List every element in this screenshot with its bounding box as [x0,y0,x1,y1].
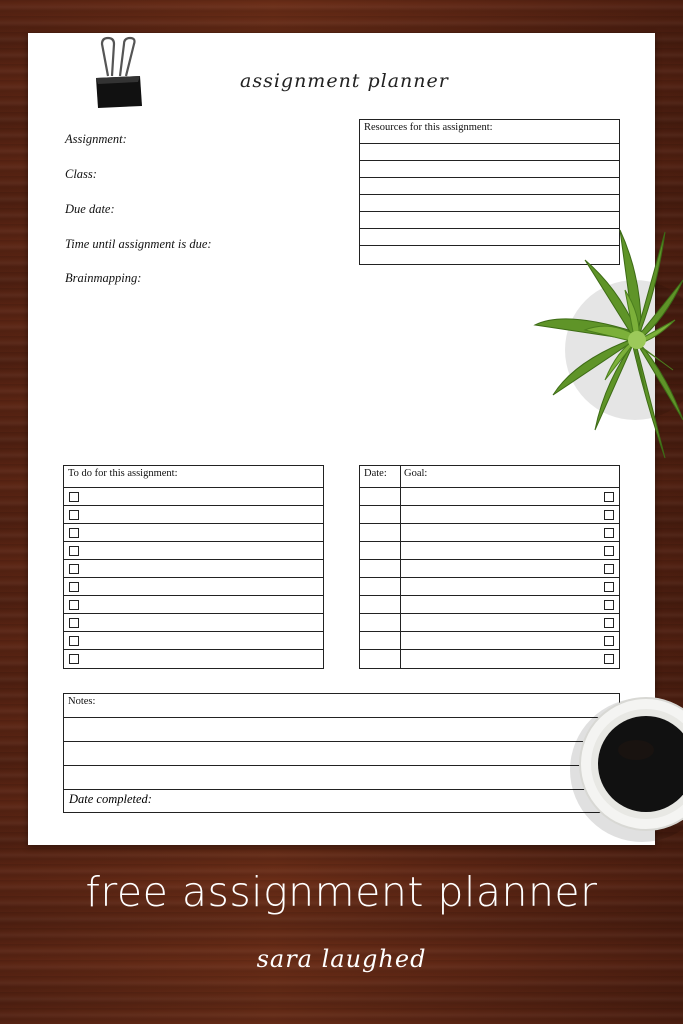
notes-box [63,693,620,813]
resources-line [360,195,619,212]
checkbox[interactable] [69,546,79,556]
checkbox[interactable] [69,636,79,646]
class-label: Class: [65,167,97,181]
todo-box [63,465,324,669]
footer-title: free assignment planner [85,868,598,916]
checkbox[interactable] [69,600,79,610]
checkbox[interactable] [69,654,79,664]
goal-header: Goal: [404,468,428,479]
notes-header: Notes: [64,694,619,718]
resources-line [360,144,619,161]
brainmapping-label: Brainmapping: [65,271,142,285]
resources-line [360,178,619,195]
notes-line [64,718,619,742]
footer-subtitle: sara laughed [256,945,427,973]
binder-clip-icon [88,36,148,112]
checkbox[interactable] [69,492,79,502]
checkbox[interactable] [69,582,79,592]
date-completed-label: Date completed: [69,792,152,806]
checkbox[interactable] [69,618,79,628]
todo-row [64,506,323,524]
checkbox[interactable] [604,564,614,574]
todo-row [64,524,323,542]
checkbox[interactable] [604,510,614,520]
goal-row [360,488,619,506]
checkbox[interactable] [69,528,79,538]
notes-line [64,766,619,790]
checkbox[interactable] [604,600,614,610]
todo-row [64,596,323,614]
goal-row [360,506,619,524]
assignment-label: Assignment: [65,132,127,146]
goal-row [360,596,619,614]
todo-row [64,488,323,506]
date-header: Date: [364,468,387,479]
todo-row [64,650,323,668]
coffee-cup-icon [560,680,683,870]
todo-row [64,632,323,650]
goal-row [360,542,619,560]
todo-row [64,542,323,560]
resources-line [360,161,619,178]
time-until-due-label: Time until assignment is due: [65,237,212,251]
checkbox[interactable] [604,636,614,646]
due-date-label: Due date: [65,202,115,216]
checkbox[interactable] [604,582,614,592]
checkbox[interactable] [69,510,79,520]
goal-row [360,650,619,668]
checkbox[interactable] [604,654,614,664]
goal-row [360,524,619,542]
goal-row [360,614,619,632]
checkbox[interactable] [604,546,614,556]
planner-title: assignment planner [240,70,449,92]
notes-line [64,742,619,766]
goal-box [359,465,620,669]
resources-header: Resources for this assignment: [360,120,619,144]
todo-row [64,614,323,632]
goal-row [360,578,619,596]
goal-row [360,560,619,578]
todo-row [64,578,323,596]
checkbox[interactable] [604,528,614,538]
todo-row [64,560,323,578]
goal-row [360,632,619,650]
checkbox[interactable] [604,492,614,502]
checkbox[interactable] [604,618,614,628]
checkbox[interactable] [69,564,79,574]
succulent-plant-icon [525,220,683,470]
todo-header: To do for this assignment: [64,466,323,488]
